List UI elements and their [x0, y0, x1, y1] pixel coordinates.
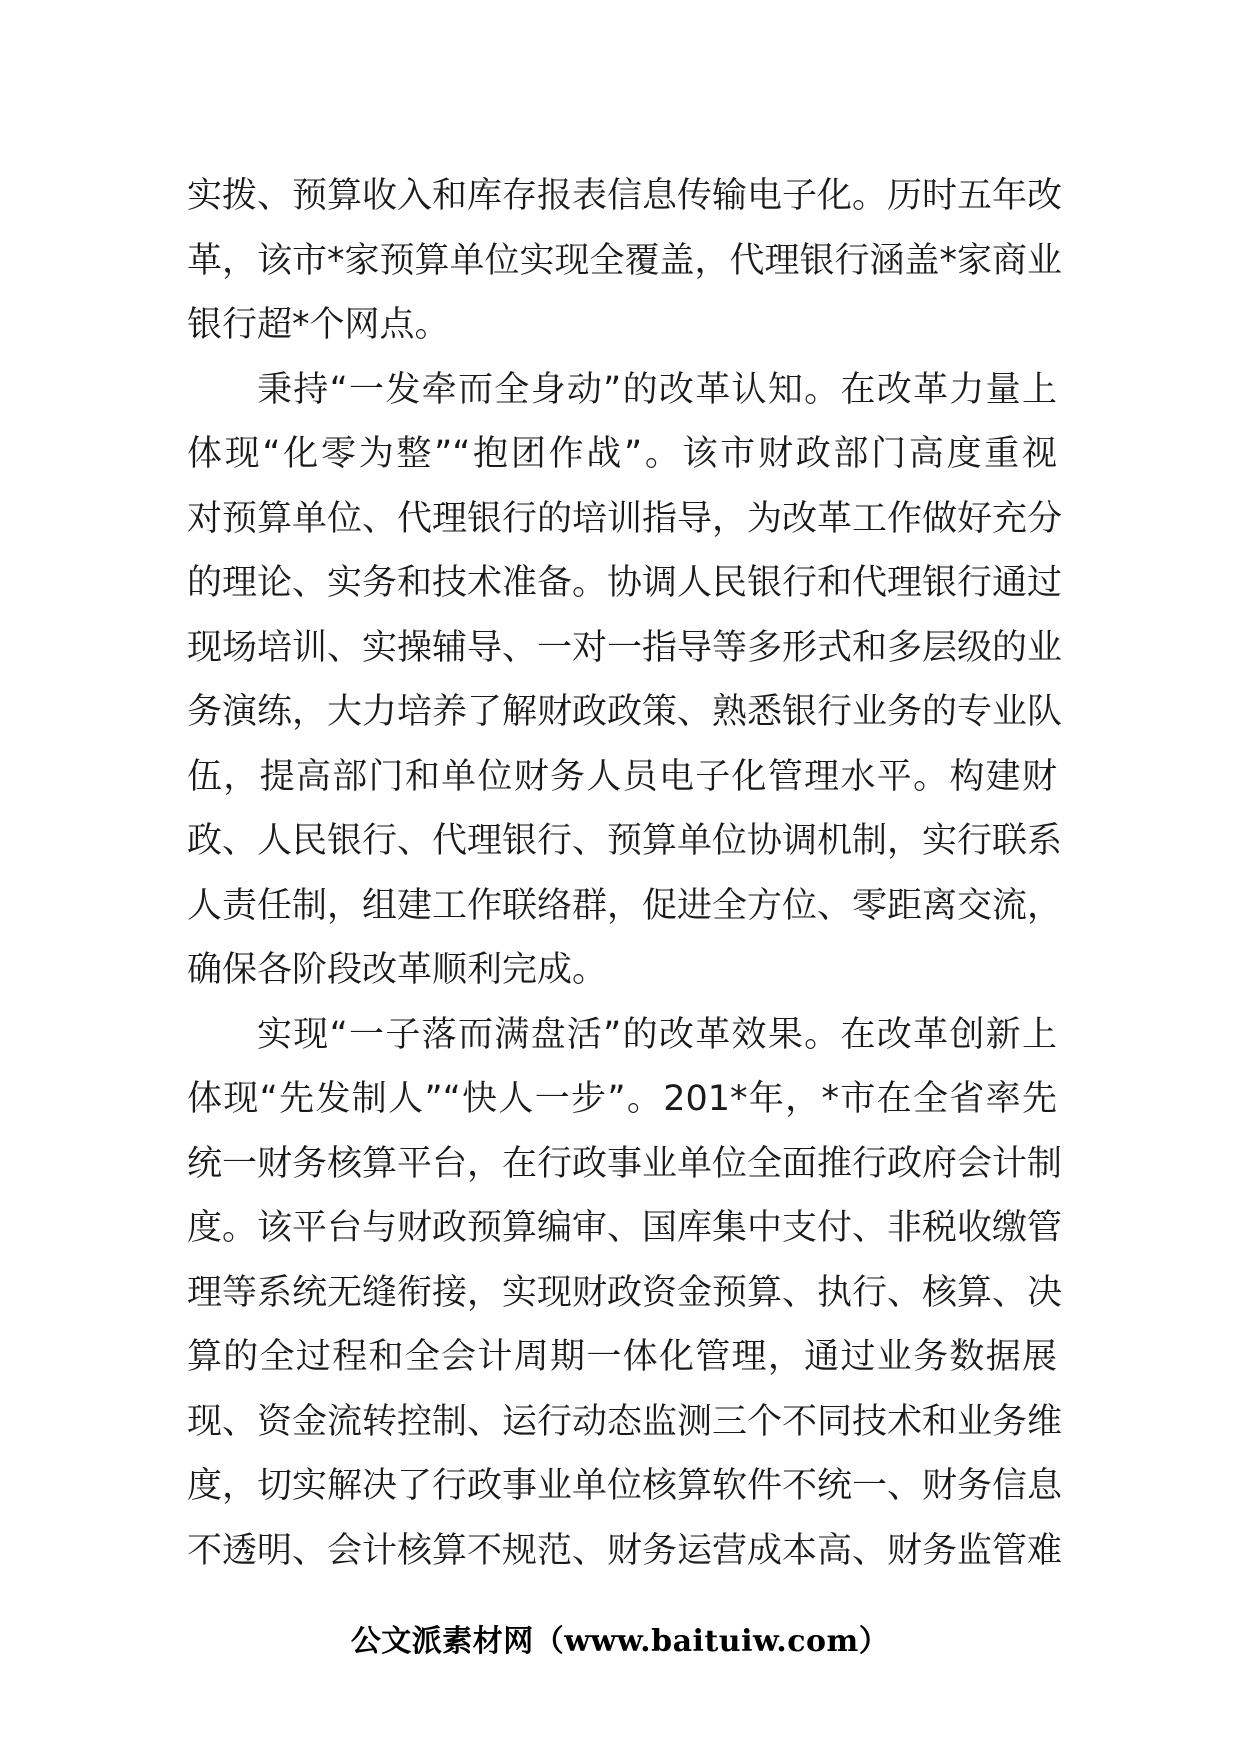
text-line: 对预算单位、代理银行的培训指导，为改革工作做好充分 — [187, 498, 1063, 539]
text-line: 务演练，大力培养了解财政政策、熟悉银行业务的专业队 — [187, 692, 1063, 732]
text-line: 政、人民银行、代理银行、预算单位协调机制，实行联系 — [187, 821, 1063, 861]
footer-watermark: 公文派素材网（www.baituiw.com） — [350, 1624, 890, 1659]
text-line: 人责任制，组建工作联络群，促进全方位、零距离交流， — [187, 885, 1063, 926]
text-line: 现、资金流转控制、运行动态监测三个不同技术和业务维 — [187, 1401, 1063, 1442]
text-line: 伍，提高部门和单位财务人员电子化管理水平。构建财 — [187, 756, 1057, 797]
text-line: 银行超*个网点。 — [187, 305, 450, 345]
text-line: 统一财务核算平台，在行政事业单位全面推行政府会计制 — [187, 1143, 1063, 1184]
text-line: 秉持“一发牵而全身动”的改革认知。在改革力量上 — [257, 369, 1057, 410]
paragraph-1 — [187, 164, 1063, 358]
text-line: 理等系统无缝衔接，实现财政资金预算、执行、核算、决 — [187, 1272, 1063, 1313]
paragraph-2 — [187, 358, 1063, 1003]
text-line: 度，切实解决了行政事业单位核算软件不统一、财务信息 — [187, 1466, 1063, 1506]
text-line: 革，该市*家预算单位实现全覆盖，代理银行涵盖*家商业 — [187, 240, 1063, 281]
text-line: 现场培训、实操辅导、一对一指导等多形式和多层级的业 — [187, 627, 1063, 668]
text-line: 实拨、预算收入和库存报表信息传输电子化。历时五年改 — [187, 176, 1063, 216]
text-line: 体现“先发制人”“快人一步”。201*年，*市在全省率先 — [187, 1079, 1057, 1119]
text-line: 算的全过程和全会计周期一体化管理，通过业务数据展 — [187, 1337, 1057, 1377]
text-line: 度。该平台与财政预算编审、国库集中支付、非税收缴管 — [187, 1208, 1063, 1248]
paragraph-3 — [187, 1003, 1063, 1584]
text-line: 的理论、实务和技术准备。协调人民银行和代理银行通过 — [187, 563, 1063, 603]
text-line: 不透明、会计核算不规范、财务运营成本高、财务监管难 — [187, 1530, 1063, 1571]
text-line: 体现“化零为整”“抱团作战”。该市财政部门高度重视 — [187, 434, 1057, 474]
text-line: 确保各阶段改革顺利完成。 — [187, 950, 608, 990]
text-line: 实现“一子落而满盘活”的改革效果。在改革创新上 — [257, 1014, 1057, 1055]
document-body — [187, 164, 1063, 1583]
